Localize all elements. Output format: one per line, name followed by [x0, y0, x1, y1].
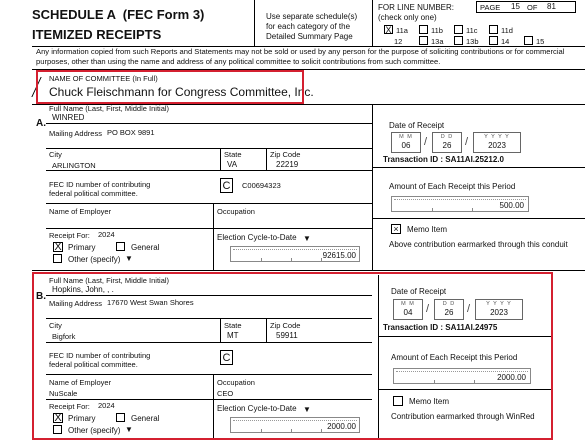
entry-b-employer: NuScale [49, 389, 78, 398]
line-14-checkbox[interactable] [489, 36, 498, 45]
entry-a-occupation-label: Occupation [217, 207, 255, 216]
entry-a-other-label: Other (specify) [68, 255, 121, 264]
entry-b-date-month: M M 04 [393, 299, 423, 320]
entry-b-state-label: State [224, 321, 242, 330]
entry-b-date-day: D D 26 [434, 299, 464, 320]
line-14-label: 14 [501, 37, 510, 46]
entry-b-receipt-for-label: Receipt For: [49, 402, 90, 411]
entry-b-city: Bigfork [52, 332, 76, 341]
entry-b-zip: 59911 [276, 331, 298, 340]
committee-name: Chuck Fleischmann for Congress Committee, Inc. [49, 85, 314, 99]
line-13b-label: 13b [466, 37, 479, 46]
entry-a-date-year: Y Y Y Y 2023 [473, 132, 521, 153]
entry-a-state-label: State [224, 150, 242, 159]
schedule-subtitle: ITEMIZED RECEIPTS [32, 27, 162, 42]
entry-a-primary-label: Primary [68, 243, 96, 252]
entry-a-mailing-label: Mailing Address [49, 129, 102, 138]
entry-b-cycle-amount: 2000.00 [327, 422, 356, 431]
instructions-line-1: Use separate schedule(s) [266, 12, 358, 21]
instructions-line-3: Detailed Summary Page [266, 32, 353, 41]
entry-a-letter: A. [36, 118, 46, 129]
entry-b-employer-label: Name of Employer [49, 378, 112, 387]
entry-b-transaction-id: Transaction ID : SA11AI.24975 [383, 323, 498, 332]
entry-b-cycle-label: Election Cycle-to-Date [217, 404, 297, 413]
page-total: 81 [547, 2, 556, 11]
entry-b-memo-label: Memo Item [409, 397, 450, 406]
entry-a-receipt-for-label: Receipt For: [49, 231, 90, 240]
entry-a-cycle-amount-box [230, 246, 360, 262]
entry-a-amount: 500.00 [499, 201, 524, 210]
line-15-label: 15 [536, 37, 545, 46]
page-number: 15 [511, 2, 520, 11]
entry-a-memo-text: Above contribution earmarked through this conduit [389, 240, 568, 249]
entry-b-address: 17670 West Swan Shores [107, 298, 194, 307]
entry-a-amount-box [391, 196, 529, 212]
line-11d-label: 11d [501, 26, 513, 35]
entry-a-fec-label-1: FEC ID number of contributing [49, 180, 151, 189]
schedule-title: SCHEDULE A (FEC Form 3) [32, 7, 205, 22]
line-13b-checkbox[interactable] [454, 36, 463, 45]
line-11d-checkbox[interactable] [489, 25, 498, 34]
committee-label: NAME OF COMMITTEE (In Full) [49, 74, 158, 83]
entry-a-address: PO BOX 9891 [107, 128, 155, 137]
line-11b-label: 11b [431, 26, 443, 35]
entry-b-primary-checkbox[interactable]: X [54, 412, 62, 424]
line-13a-label: 13a [431, 37, 444, 46]
entry-a-fec-id: C00694323 [242, 181, 281, 190]
entry-a-full-name-label: Full Name (Last, First, Middle Initial) [49, 104, 170, 113]
entry-a-date-month: M M 06 [391, 132, 421, 153]
entry-a-employer-label: Name of Employer [49, 207, 112, 216]
entry-b-other-label: Other (specify) [68, 426, 121, 435]
entry-b-receipt-year: 2024 [98, 401, 115, 410]
entry-a-amount-label: Amount of Each Receipt this Period [389, 182, 516, 191]
entry-b-date-label: Date of Receipt [391, 287, 447, 296]
entry-b-general-label: General [131, 414, 160, 423]
page-of-label: OF [527, 3, 538, 12]
entry-b-full-name-label: Full Name (Last, First, Middle Initial) [49, 276, 170, 285]
entry-b-mailing-label: Mailing Address [49, 299, 102, 308]
entry-b-fec-label-2: federal political committee. [49, 360, 138, 369]
line-11c-label: 11c [466, 26, 478, 35]
entry-a-cycle-dropdown-icon[interactable]: ▼ [303, 234, 311, 243]
entry-b-amount-label: Amount of Each Receipt this Period [391, 353, 518, 362]
entry-a-general-label: General [131, 243, 160, 252]
entry-b-cycle-dropdown-icon[interactable]: ▼ [303, 405, 311, 414]
instructions-line-2: for each category of the [266, 22, 351, 31]
entry-a-date-day: D D 26 [432, 132, 462, 153]
entry-a-receipt-year: 2024 [98, 230, 115, 239]
entry-b-state: MT [227, 331, 239, 340]
page-label: PAGE [480, 3, 501, 12]
entry-b-name: Hopkins, John, , . [52, 285, 114, 294]
entry-b-amount: 2000.00 [497, 373, 526, 382]
notice-text: Any information copied from such Reports and Statements may not be sold or used by any person for the purpose of soliciting contributions or for commercial purposes, other than using the name and address of any political committee to solicit contributions from such committee. [36, 47, 565, 66]
line-11b-checkbox[interactable] [419, 25, 428, 34]
entry-b-memo-text: Contribution earmarked through WinRed [391, 412, 535, 421]
line-12-label: 12 [394, 37, 403, 46]
line-15-checkbox[interactable] [524, 36, 533, 45]
entry-a-primary-checkbox[interactable]: X [54, 241, 62, 253]
entry-a-general-checkbox[interactable] [116, 242, 125, 251]
entry-a-other-dropdown-icon[interactable]: ▼ [125, 254, 133, 263]
entry-b-letter: B. [36, 291, 46, 302]
entry-a-other-checkbox[interactable] [53, 254, 62, 263]
entry-a-state: VA [227, 160, 238, 169]
entry-b-other-dropdown-icon[interactable]: ▼ [125, 425, 133, 434]
line-number-label: FOR LINE NUMBER: [378, 3, 455, 12]
entry-a-fec-label-2: federal political committee. [49, 189, 138, 198]
entry-b-city-label: City [49, 321, 62, 330]
line-11a-label: 11a [396, 26, 408, 35]
entry-a-c-box: C [220, 178, 233, 193]
entry-b-occupation-label: Occupation [217, 378, 255, 387]
committee-highlight [36, 70, 304, 104]
entry-b-primary-label: Primary [68, 414, 96, 423]
entry-a-memo-label: Memo Item [407, 225, 448, 234]
entry-a-memo-checkbox[interactable]: × [391, 224, 401, 234]
entry-b-date-year: Y Y Y Y 2023 [475, 299, 523, 320]
entry-a-zip: 22219 [276, 160, 299, 169]
line-11c-checkbox[interactable] [454, 25, 463, 34]
line-11a-checkbox[interactable]: X [385, 25, 392, 35]
entry-b-occupation: CEO [217, 389, 234, 398]
entry-a-city: ARLINGTON [52, 161, 96, 170]
entry-b-fec-label-1: FEC ID number of contributing [49, 351, 151, 360]
entry-a-name: WINRED [52, 113, 85, 122]
entry-a-zip-label: Zip Code [270, 150, 301, 159]
entry-a-transaction-id: Transaction ID : SA11AI.25212.0 [383, 155, 504, 164]
entry-b-highlight [32, 272, 553, 440]
entry-b-c-box: C [220, 350, 233, 365]
line-13a-checkbox[interactable] [419, 36, 428, 45]
entry-a-cycle-label: Election Cycle-to-Date [217, 233, 297, 242]
line-number-sub: (check only one) [378, 13, 437, 22]
entry-b-zip-label: Zip Code [270, 321, 301, 330]
entry-a-date-label: Date of Receipt [389, 121, 445, 130]
entry-a-city-label: City [49, 150, 62, 159]
page-number-box [476, 1, 576, 13]
entry-a-cycle-amount: 92615.00 [322, 251, 356, 260]
